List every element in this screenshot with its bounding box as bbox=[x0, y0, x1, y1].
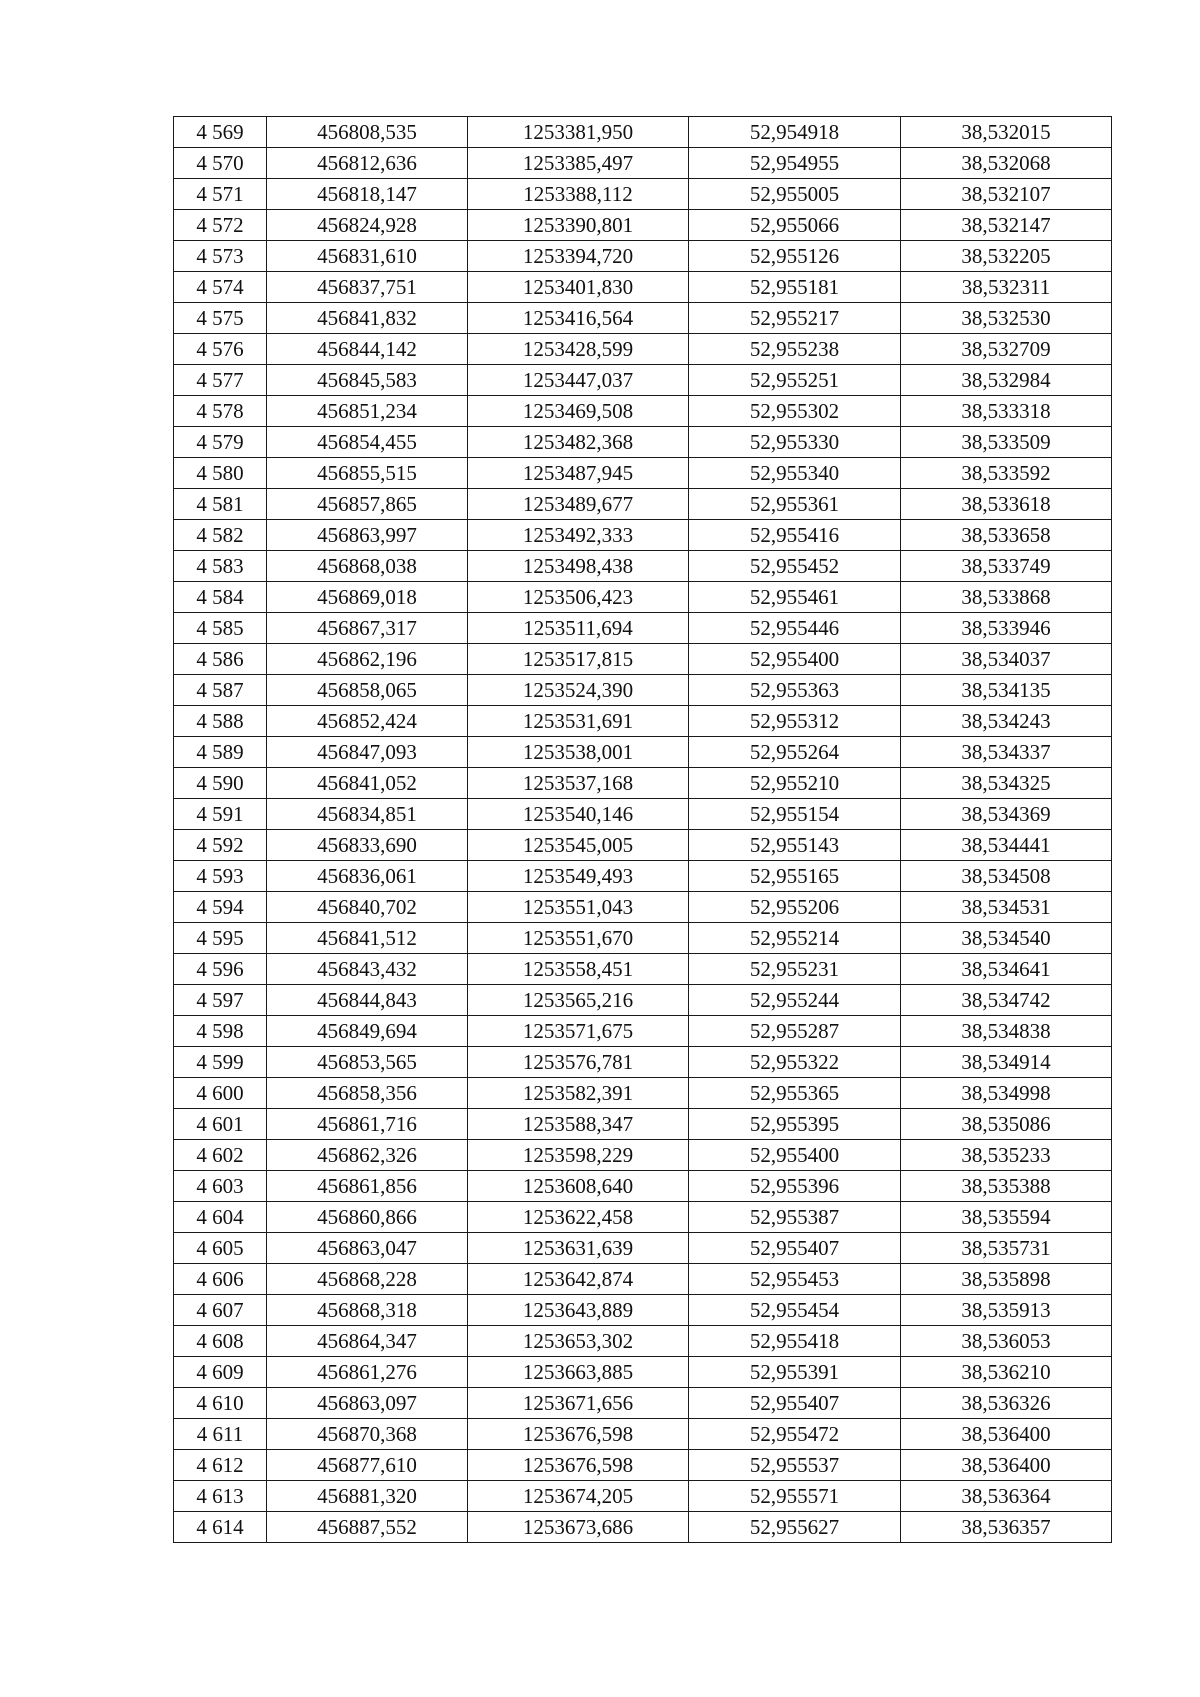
x-coordinate-cell: 456858,065 bbox=[267, 675, 468, 706]
latitude-cell: 52,955571 bbox=[689, 1481, 901, 1512]
latitude-cell: 52,955154 bbox=[689, 799, 901, 830]
latitude-cell: 52,955126 bbox=[689, 241, 901, 272]
point-number-cell: 4 574 bbox=[174, 272, 267, 303]
y-coordinate-cell: 1253631,639 bbox=[468, 1233, 689, 1264]
longitude-cell: 38,534369 bbox=[901, 799, 1112, 830]
longitude-cell: 38,535388 bbox=[901, 1171, 1112, 1202]
x-coordinate-cell: 456861,856 bbox=[267, 1171, 468, 1202]
table-row bbox=[174, 923, 1112, 954]
table-row bbox=[174, 830, 1112, 861]
longitude-cell: 38,536400 bbox=[901, 1450, 1112, 1481]
latitude-cell: 52,955363 bbox=[689, 675, 901, 706]
table-row bbox=[174, 613, 1112, 644]
longitude-cell: 38,535594 bbox=[901, 1202, 1112, 1233]
longitude-cell: 38,535233 bbox=[901, 1140, 1112, 1171]
x-coordinate-cell: 456852,424 bbox=[267, 706, 468, 737]
point-number-cell: 4 575 bbox=[174, 303, 267, 334]
point-number-cell: 4 571 bbox=[174, 179, 267, 210]
y-coordinate-cell: 1253394,720 bbox=[468, 241, 689, 272]
longitude-cell: 38,534135 bbox=[901, 675, 1112, 706]
point-number-cell: 4 608 bbox=[174, 1326, 267, 1357]
longitude-cell: 38,535086 bbox=[901, 1109, 1112, 1140]
x-coordinate-cell: 456844,843 bbox=[267, 985, 468, 1016]
point-number-cell: 4 593 bbox=[174, 861, 267, 892]
table-row bbox=[174, 768, 1112, 799]
longitude-cell: 38,533868 bbox=[901, 582, 1112, 613]
point-number-cell: 4 600 bbox=[174, 1078, 267, 1109]
y-coordinate-cell: 1253428,599 bbox=[468, 334, 689, 365]
latitude-cell: 52,955416 bbox=[689, 520, 901, 551]
y-coordinate-cell: 1253540,146 bbox=[468, 799, 689, 830]
x-coordinate-cell: 456860,866 bbox=[267, 1202, 468, 1233]
y-coordinate-cell: 1253551,670 bbox=[468, 923, 689, 954]
longitude-cell: 38,532709 bbox=[901, 334, 1112, 365]
latitude-cell: 52,955361 bbox=[689, 489, 901, 520]
longitude-cell: 38,534441 bbox=[901, 830, 1112, 861]
x-coordinate-cell: 456853,565 bbox=[267, 1047, 468, 1078]
table-row bbox=[174, 1233, 1112, 1264]
y-coordinate-cell: 1253676,598 bbox=[468, 1450, 689, 1481]
x-coordinate-cell: 456861,276 bbox=[267, 1357, 468, 1388]
table-row bbox=[174, 1481, 1112, 1512]
x-coordinate-cell: 456845,583 bbox=[267, 365, 468, 396]
y-coordinate-cell: 1253663,885 bbox=[468, 1357, 689, 1388]
latitude-cell: 52,955312 bbox=[689, 706, 901, 737]
table-row bbox=[174, 1388, 1112, 1419]
x-coordinate-cell: 456851,234 bbox=[267, 396, 468, 427]
y-coordinate-cell: 1253524,390 bbox=[468, 675, 689, 706]
longitude-cell: 38,535731 bbox=[901, 1233, 1112, 1264]
latitude-cell: 52,955264 bbox=[689, 737, 901, 768]
x-coordinate-cell: 456870,368 bbox=[267, 1419, 468, 1450]
longitude-cell: 38,534540 bbox=[901, 923, 1112, 954]
latitude-cell: 52,955231 bbox=[689, 954, 901, 985]
latitude-cell: 52,955238 bbox=[689, 334, 901, 365]
y-coordinate-cell: 1253537,168 bbox=[468, 768, 689, 799]
point-number-cell: 4 581 bbox=[174, 489, 267, 520]
table-row bbox=[174, 582, 1112, 613]
y-coordinate-cell: 1253676,598 bbox=[468, 1419, 689, 1450]
latitude-cell: 52,955537 bbox=[689, 1450, 901, 1481]
y-coordinate-cell: 1253588,347 bbox=[468, 1109, 689, 1140]
point-number-cell: 4 594 bbox=[174, 892, 267, 923]
longitude-cell: 38,536357 bbox=[901, 1512, 1112, 1543]
longitude-cell: 38,534742 bbox=[901, 985, 1112, 1016]
y-coordinate-cell: 1253498,438 bbox=[468, 551, 689, 582]
longitude-cell: 38,533509 bbox=[901, 427, 1112, 458]
table-row bbox=[174, 1202, 1112, 1233]
latitude-cell: 52,955452 bbox=[689, 551, 901, 582]
point-number-cell: 4 603 bbox=[174, 1171, 267, 1202]
table-row bbox=[174, 1512, 1112, 1543]
table-row bbox=[174, 892, 1112, 923]
longitude-cell: 38,534325 bbox=[901, 768, 1112, 799]
point-number-cell: 4 595 bbox=[174, 923, 267, 954]
latitude-cell: 52,955453 bbox=[689, 1264, 901, 1295]
point-number-cell: 4 607 bbox=[174, 1295, 267, 1326]
point-number-cell: 4 590 bbox=[174, 768, 267, 799]
latitude-cell: 52,955210 bbox=[689, 768, 901, 799]
latitude-cell: 52,955407 bbox=[689, 1233, 901, 1264]
y-coordinate-cell: 1253401,830 bbox=[468, 272, 689, 303]
table-row bbox=[174, 1295, 1112, 1326]
point-number-cell: 4 578 bbox=[174, 396, 267, 427]
table-row bbox=[174, 1078, 1112, 1109]
y-coordinate-cell: 1253538,001 bbox=[468, 737, 689, 768]
point-number-cell: 4 611 bbox=[174, 1419, 267, 1450]
longitude-cell: 38,532107 bbox=[901, 179, 1112, 210]
latitude-cell: 52,955627 bbox=[689, 1512, 901, 1543]
table-row bbox=[174, 210, 1112, 241]
longitude-cell: 38,536053 bbox=[901, 1326, 1112, 1357]
y-coordinate-cell: 1253469,508 bbox=[468, 396, 689, 427]
table-row bbox=[174, 675, 1112, 706]
latitude-cell: 52,955005 bbox=[689, 179, 901, 210]
point-number-cell: 4 585 bbox=[174, 613, 267, 644]
latitude-cell: 52,955330 bbox=[689, 427, 901, 458]
table-row bbox=[174, 117, 1112, 148]
longitude-cell: 38,533618 bbox=[901, 489, 1112, 520]
latitude-cell: 52,955322 bbox=[689, 1047, 901, 1078]
point-number-cell: 4 602 bbox=[174, 1140, 267, 1171]
latitude-cell: 52,955461 bbox=[689, 582, 901, 613]
point-number-cell: 4 614 bbox=[174, 1512, 267, 1543]
x-coordinate-cell: 456863,047 bbox=[267, 1233, 468, 1264]
longitude-cell: 38,536400 bbox=[901, 1419, 1112, 1450]
latitude-cell: 52,955214 bbox=[689, 923, 901, 954]
y-coordinate-cell: 1253643,889 bbox=[468, 1295, 689, 1326]
x-coordinate-cell: 456843,432 bbox=[267, 954, 468, 985]
longitude-cell: 38,532147 bbox=[901, 210, 1112, 241]
x-coordinate-cell: 456861,716 bbox=[267, 1109, 468, 1140]
table-row bbox=[174, 427, 1112, 458]
coordinates-table-body bbox=[174, 117, 1112, 1543]
table-row bbox=[174, 1419, 1112, 1450]
point-number-cell: 4 570 bbox=[174, 148, 267, 179]
longitude-cell: 38,534838 bbox=[901, 1016, 1112, 1047]
y-coordinate-cell: 1253608,640 bbox=[468, 1171, 689, 1202]
x-coordinate-cell: 456840,702 bbox=[267, 892, 468, 923]
y-coordinate-cell: 1253576,781 bbox=[468, 1047, 689, 1078]
point-number-cell: 4 604 bbox=[174, 1202, 267, 1233]
table-row bbox=[174, 1140, 1112, 1171]
table-row bbox=[174, 520, 1112, 551]
point-number-cell: 4 583 bbox=[174, 551, 267, 582]
latitude-cell: 52,955217 bbox=[689, 303, 901, 334]
point-number-cell: 4 596 bbox=[174, 954, 267, 985]
latitude-cell: 52,955066 bbox=[689, 210, 901, 241]
x-coordinate-cell: 456864,347 bbox=[267, 1326, 468, 1357]
table-row bbox=[174, 644, 1112, 675]
latitude-cell: 52,955165 bbox=[689, 861, 901, 892]
table-row bbox=[174, 985, 1112, 1016]
y-coordinate-cell: 1253565,216 bbox=[468, 985, 689, 1016]
table-row bbox=[174, 551, 1112, 582]
table-row bbox=[174, 1109, 1112, 1140]
latitude-cell: 52,954918 bbox=[689, 117, 901, 148]
table-row bbox=[174, 1047, 1112, 1078]
x-coordinate-cell: 456868,318 bbox=[267, 1295, 468, 1326]
table-row bbox=[174, 241, 1112, 272]
longitude-cell: 38,534531 bbox=[901, 892, 1112, 923]
longitude-cell: 38,532530 bbox=[901, 303, 1112, 334]
x-coordinate-cell: 456837,751 bbox=[267, 272, 468, 303]
latitude-cell: 52,955181 bbox=[689, 272, 901, 303]
longitude-cell: 38,532311 bbox=[901, 272, 1112, 303]
longitude-cell: 38,534243 bbox=[901, 706, 1112, 737]
latitude-cell: 52,955454 bbox=[689, 1295, 901, 1326]
longitude-cell: 38,533946 bbox=[901, 613, 1112, 644]
y-coordinate-cell: 1253517,815 bbox=[468, 644, 689, 675]
y-coordinate-cell: 1253545,005 bbox=[468, 830, 689, 861]
table-row bbox=[174, 1171, 1112, 1202]
table-row bbox=[174, 272, 1112, 303]
x-coordinate-cell: 456841,832 bbox=[267, 303, 468, 334]
y-coordinate-cell: 1253506,423 bbox=[468, 582, 689, 613]
x-coordinate-cell: 456869,018 bbox=[267, 582, 468, 613]
point-number-cell: 4 601 bbox=[174, 1109, 267, 1140]
latitude-cell: 52,955418 bbox=[689, 1326, 901, 1357]
longitude-cell: 38,534337 bbox=[901, 737, 1112, 768]
x-coordinate-cell: 456847,093 bbox=[267, 737, 468, 768]
y-coordinate-cell: 1253385,497 bbox=[468, 148, 689, 179]
x-coordinate-cell: 456877,610 bbox=[267, 1450, 468, 1481]
latitude-cell: 52,955251 bbox=[689, 365, 901, 396]
point-number-cell: 4 606 bbox=[174, 1264, 267, 1295]
longitude-cell: 38,533658 bbox=[901, 520, 1112, 551]
table-row bbox=[174, 365, 1112, 396]
point-number-cell: 4 591 bbox=[174, 799, 267, 830]
longitude-cell: 38,534641 bbox=[901, 954, 1112, 985]
longitude-cell: 38,536364 bbox=[901, 1481, 1112, 1512]
point-number-cell: 4 609 bbox=[174, 1357, 267, 1388]
x-coordinate-cell: 456844,142 bbox=[267, 334, 468, 365]
x-coordinate-cell: 456887,552 bbox=[267, 1512, 468, 1543]
latitude-cell: 52,955340 bbox=[689, 458, 901, 489]
y-coordinate-cell: 1253671,656 bbox=[468, 1388, 689, 1419]
point-number-cell: 4 577 bbox=[174, 365, 267, 396]
latitude-cell: 52,955446 bbox=[689, 613, 901, 644]
table-row bbox=[174, 861, 1112, 892]
point-number-cell: 4 610 bbox=[174, 1388, 267, 1419]
y-coordinate-cell: 1253674,205 bbox=[468, 1481, 689, 1512]
x-coordinate-cell: 456812,636 bbox=[267, 148, 468, 179]
point-number-cell: 4 584 bbox=[174, 582, 267, 613]
y-coordinate-cell: 1253558,451 bbox=[468, 954, 689, 985]
table-row bbox=[174, 179, 1112, 210]
longitude-cell: 38,534914 bbox=[901, 1047, 1112, 1078]
x-coordinate-cell: 456841,052 bbox=[267, 768, 468, 799]
table-row bbox=[174, 303, 1112, 334]
table-row bbox=[174, 737, 1112, 768]
x-coordinate-cell: 456862,326 bbox=[267, 1140, 468, 1171]
latitude-cell: 52,955400 bbox=[689, 1140, 901, 1171]
latitude-cell: 52,955387 bbox=[689, 1202, 901, 1233]
latitude-cell: 52,954955 bbox=[689, 148, 901, 179]
x-coordinate-cell: 456808,535 bbox=[267, 117, 468, 148]
latitude-cell: 52,955400 bbox=[689, 644, 901, 675]
x-coordinate-cell: 456862,196 bbox=[267, 644, 468, 675]
x-coordinate-cell: 456818,147 bbox=[267, 179, 468, 210]
y-coordinate-cell: 1253549,493 bbox=[468, 861, 689, 892]
x-coordinate-cell: 456849,694 bbox=[267, 1016, 468, 1047]
latitude-cell: 52,955407 bbox=[689, 1388, 901, 1419]
x-coordinate-cell: 456857,865 bbox=[267, 489, 468, 520]
longitude-cell: 38,534998 bbox=[901, 1078, 1112, 1109]
point-number-cell: 4 587 bbox=[174, 675, 267, 706]
x-coordinate-cell: 456841,512 bbox=[267, 923, 468, 954]
point-number-cell: 4 605 bbox=[174, 1233, 267, 1264]
latitude-cell: 52,955472 bbox=[689, 1419, 901, 1450]
longitude-cell: 38,536210 bbox=[901, 1357, 1112, 1388]
point-number-cell: 4 580 bbox=[174, 458, 267, 489]
latitude-cell: 52,955396 bbox=[689, 1171, 901, 1202]
point-number-cell: 4 597 bbox=[174, 985, 267, 1016]
y-coordinate-cell: 1253673,686 bbox=[468, 1512, 689, 1543]
x-coordinate-cell: 456854,455 bbox=[267, 427, 468, 458]
table-row bbox=[174, 396, 1112, 427]
longitude-cell: 38,533318 bbox=[901, 396, 1112, 427]
x-coordinate-cell: 456863,997 bbox=[267, 520, 468, 551]
table-row bbox=[174, 1326, 1112, 1357]
y-coordinate-cell: 1253622,458 bbox=[468, 1202, 689, 1233]
latitude-cell: 52,955143 bbox=[689, 830, 901, 861]
point-number-cell: 4 599 bbox=[174, 1047, 267, 1078]
point-number-cell: 4 582 bbox=[174, 520, 267, 551]
longitude-cell: 38,535913 bbox=[901, 1295, 1112, 1326]
latitude-cell: 52,955287 bbox=[689, 1016, 901, 1047]
table-row bbox=[174, 1264, 1112, 1295]
x-coordinate-cell: 456833,690 bbox=[267, 830, 468, 861]
y-coordinate-cell: 1253492,333 bbox=[468, 520, 689, 551]
longitude-cell: 38,533592 bbox=[901, 458, 1112, 489]
point-number-cell: 4 588 bbox=[174, 706, 267, 737]
y-coordinate-cell: 1253642,874 bbox=[468, 1264, 689, 1295]
y-coordinate-cell: 1253653,302 bbox=[468, 1326, 689, 1357]
longitude-cell: 38,532015 bbox=[901, 117, 1112, 148]
table-row bbox=[174, 799, 1112, 830]
y-coordinate-cell: 1253388,112 bbox=[468, 179, 689, 210]
longitude-cell: 38,532068 bbox=[901, 148, 1112, 179]
point-number-cell: 4 572 bbox=[174, 210, 267, 241]
point-number-cell: 4 613 bbox=[174, 1481, 267, 1512]
table-row bbox=[174, 1450, 1112, 1481]
longitude-cell: 38,534508 bbox=[901, 861, 1112, 892]
y-coordinate-cell: 1253482,368 bbox=[468, 427, 689, 458]
coordinates-table bbox=[173, 116, 1112, 1543]
table-row bbox=[174, 1357, 1112, 1388]
x-coordinate-cell: 456868,038 bbox=[267, 551, 468, 582]
latitude-cell: 52,955395 bbox=[689, 1109, 901, 1140]
y-coordinate-cell: 1253390,801 bbox=[468, 210, 689, 241]
x-coordinate-cell: 456867,317 bbox=[267, 613, 468, 644]
table-row bbox=[174, 1016, 1112, 1047]
table-row bbox=[174, 706, 1112, 737]
latitude-cell: 52,955206 bbox=[689, 892, 901, 923]
latitude-cell: 52,955244 bbox=[689, 985, 901, 1016]
table-row bbox=[174, 954, 1112, 985]
longitude-cell: 38,532984 bbox=[901, 365, 1112, 396]
y-coordinate-cell: 1253582,391 bbox=[468, 1078, 689, 1109]
x-coordinate-cell: 456868,228 bbox=[267, 1264, 468, 1295]
y-coordinate-cell: 1253531,691 bbox=[468, 706, 689, 737]
longitude-cell: 38,532205 bbox=[901, 241, 1112, 272]
y-coordinate-cell: 1253551,043 bbox=[468, 892, 689, 923]
y-coordinate-cell: 1253416,564 bbox=[468, 303, 689, 334]
y-coordinate-cell: 1253447,037 bbox=[468, 365, 689, 396]
x-coordinate-cell: 456836,061 bbox=[267, 861, 468, 892]
longitude-cell: 38,534037 bbox=[901, 644, 1112, 675]
latitude-cell: 52,955302 bbox=[689, 396, 901, 427]
latitude-cell: 52,955391 bbox=[689, 1357, 901, 1388]
point-number-cell: 4 598 bbox=[174, 1016, 267, 1047]
point-number-cell: 4 586 bbox=[174, 644, 267, 675]
point-number-cell: 4 569 bbox=[174, 117, 267, 148]
longitude-cell: 38,536326 bbox=[901, 1388, 1112, 1419]
x-coordinate-cell: 456855,515 bbox=[267, 458, 468, 489]
point-number-cell: 4 579 bbox=[174, 427, 267, 458]
y-coordinate-cell: 1253571,675 bbox=[468, 1016, 689, 1047]
y-coordinate-cell: 1253489,677 bbox=[468, 489, 689, 520]
y-coordinate-cell: 1253598,229 bbox=[468, 1140, 689, 1171]
table-row bbox=[174, 334, 1112, 365]
table-row bbox=[174, 148, 1112, 179]
table-row bbox=[174, 458, 1112, 489]
longitude-cell: 38,535898 bbox=[901, 1264, 1112, 1295]
x-coordinate-cell: 456831,610 bbox=[267, 241, 468, 272]
point-number-cell: 4 592 bbox=[174, 830, 267, 861]
y-coordinate-cell: 1253511,694 bbox=[468, 613, 689, 644]
x-coordinate-cell: 456863,097 bbox=[267, 1388, 468, 1419]
latitude-cell: 52,955365 bbox=[689, 1078, 901, 1109]
longitude-cell: 38,533749 bbox=[901, 551, 1112, 582]
x-coordinate-cell: 456824,928 bbox=[267, 210, 468, 241]
point-number-cell: 4 576 bbox=[174, 334, 267, 365]
y-coordinate-cell: 1253487,945 bbox=[468, 458, 689, 489]
x-coordinate-cell: 456834,851 bbox=[267, 799, 468, 830]
table-row bbox=[174, 489, 1112, 520]
x-coordinate-cell: 456858,356 bbox=[267, 1078, 468, 1109]
point-number-cell: 4 612 bbox=[174, 1450, 267, 1481]
x-coordinate-cell: 456881,320 bbox=[267, 1481, 468, 1512]
point-number-cell: 4 589 bbox=[174, 737, 267, 768]
y-coordinate-cell: 1253381,950 bbox=[468, 117, 689, 148]
point-number-cell: 4 573 bbox=[174, 241, 267, 272]
